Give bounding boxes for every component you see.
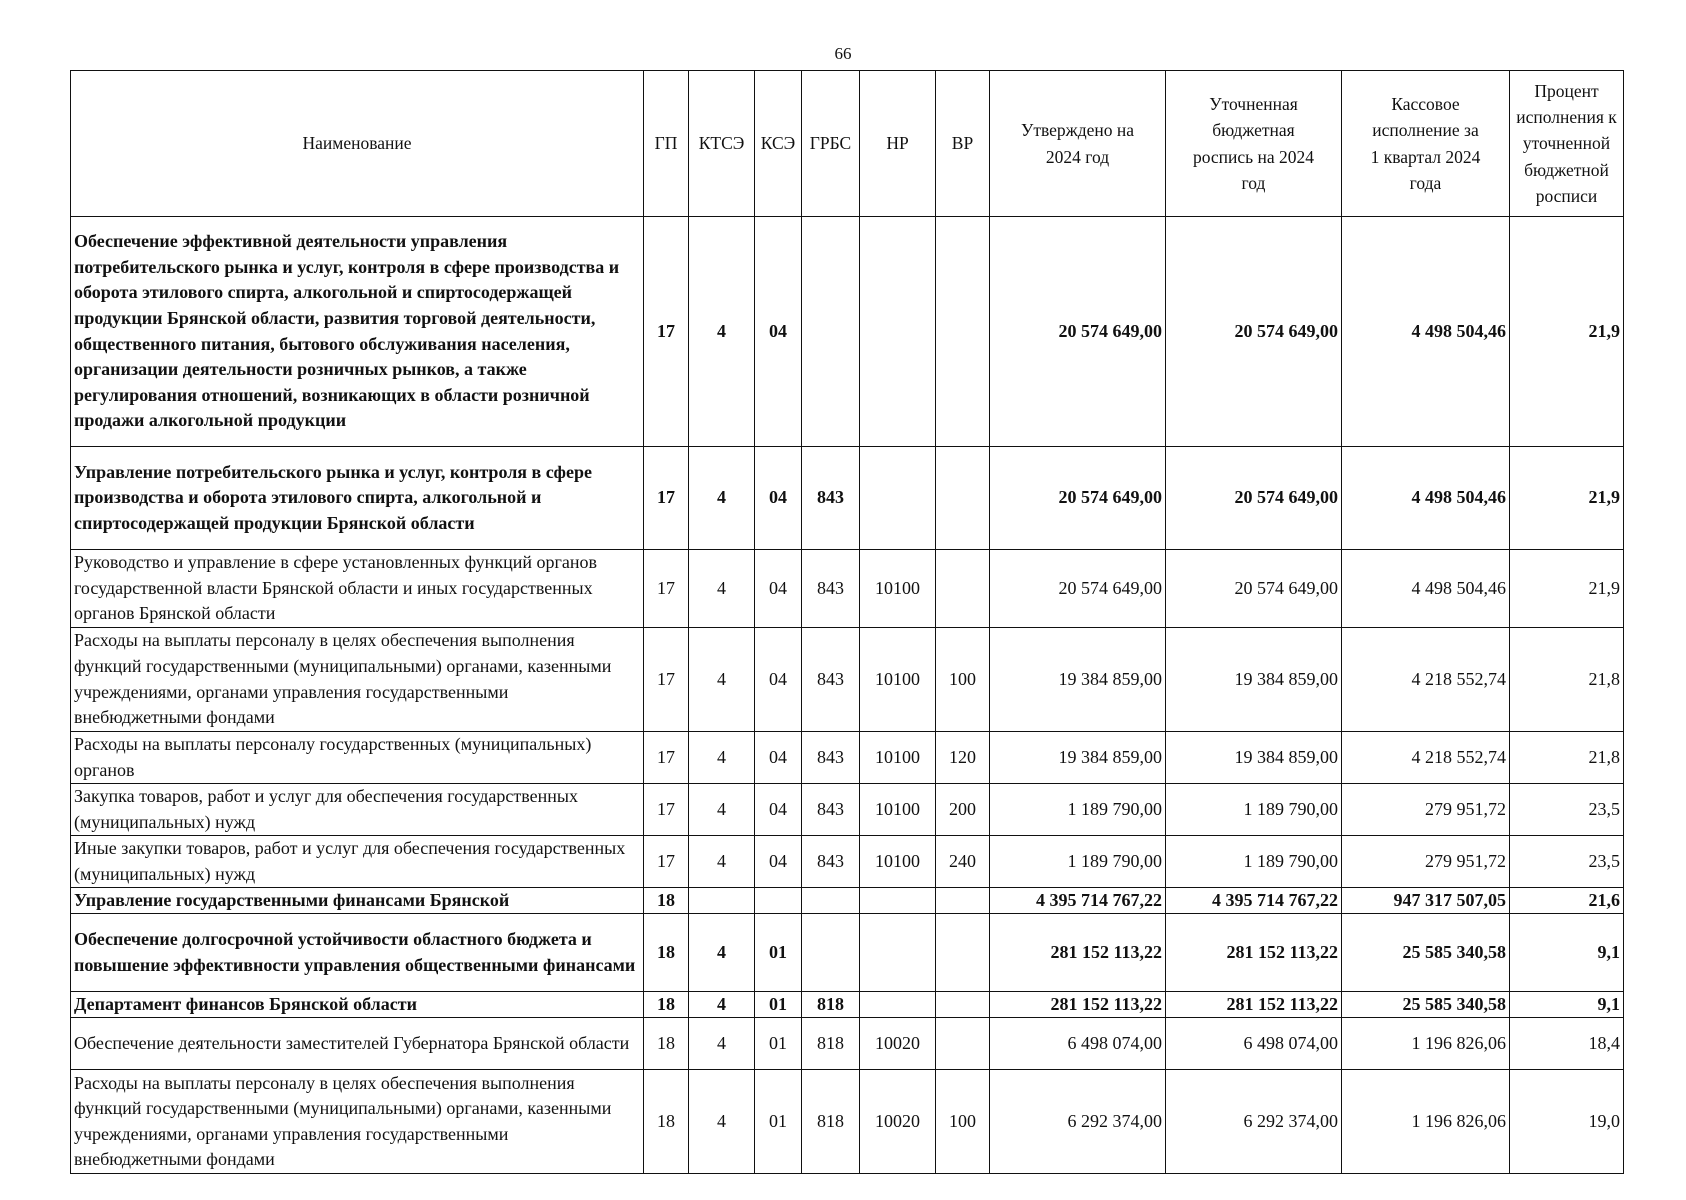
row-ktse: 4 <box>689 836 755 888</box>
row-gp: 17 <box>644 732 689 784</box>
row-approved: 281 152 113,22 <box>990 992 1166 1018</box>
header-cash: Кассовое исполнение за 1 квартал 2024 года <box>1342 71 1510 217</box>
row-kse: 01 <box>755 914 802 992</box>
row-grbs: 843 <box>802 550 860 628</box>
row-ktse: 4 <box>689 447 755 550</box>
row-vr <box>936 1018 990 1070</box>
row-percent: 18,4 <box>1510 1018 1624 1070</box>
row-nr <box>860 447 936 550</box>
row-approved: 1 189 790,00 <box>990 784 1166 836</box>
row-grbs: 843 <box>802 628 860 732</box>
row-name: Руководство и управление в сфере установленных функций органов государственной власти Брянской области и иных государственных органов Брянской области <box>71 550 644 628</box>
row-approved: 281 152 113,22 <box>990 914 1166 992</box>
row-gp: 17 <box>644 628 689 732</box>
row-refined: 6 498 074,00 <box>1166 1018 1342 1070</box>
row-nr: 10100 <box>860 628 936 732</box>
row-name: Расходы на выплаты персоналу в целях обеспечения выполнения функций государственными (муниципальными) органами, казенными учреждениями, органами управления государственными внебюджетными фондами <box>71 1070 644 1174</box>
row-grbs: 843 <box>802 447 860 550</box>
row-ktse <box>689 888 755 914</box>
row-grbs: 843 <box>802 836 860 888</box>
row-percent: 19,0 <box>1510 1070 1624 1174</box>
row-refined: 4 395 714 767,22 <box>1166 888 1342 914</box>
row-cash: 4 498 504,46 <box>1342 217 1510 447</box>
header-gp: ГП <box>644 71 689 217</box>
row-refined: 281 152 113,22 <box>1166 992 1342 1018</box>
row-nr: 10100 <box>860 732 936 784</box>
row-cash: 4 498 504,46 <box>1342 447 1510 550</box>
row-gp: 17 <box>644 784 689 836</box>
table-row <box>71 888 1624 914</box>
row-ktse: 4 <box>689 1070 755 1174</box>
row-gp: 18 <box>644 1070 689 1174</box>
row-vr: 240 <box>936 836 990 888</box>
row-vr <box>936 888 990 914</box>
row-refined: 281 152 113,22 <box>1166 914 1342 992</box>
row-ktse: 4 <box>689 217 755 447</box>
row-name: Иные закупки товаров, работ и услуг для обеспечения государственных (муниципальных) нужд <box>71 836 644 888</box>
row-nr <box>860 888 936 914</box>
row-approved: 20 574 649,00 <box>990 550 1166 628</box>
row-cash: 279 951,72 <box>1342 836 1510 888</box>
row-percent: 23,5 <box>1510 836 1624 888</box>
row-nr: 10100 <box>860 836 936 888</box>
table-row <box>71 836 1624 888</box>
row-kse: 01 <box>755 1018 802 1070</box>
row-vr <box>936 447 990 550</box>
table-header-row <box>71 71 1624 217</box>
row-percent: 9,1 <box>1510 914 1624 992</box>
page-number: 66 <box>834 44 852 63</box>
header-percent: Процент исполнения к уточненной бюджетной росписи <box>1510 71 1624 217</box>
row-refined: 19 384 859,00 <box>1166 732 1342 784</box>
row-grbs: 818 <box>802 992 860 1018</box>
row-ktse: 4 <box>689 550 755 628</box>
row-kse: 04 <box>755 217 802 447</box>
table-row <box>71 447 1624 550</box>
row-vr <box>936 550 990 628</box>
header-vr: ВР <box>936 71 990 217</box>
row-ktse: 4 <box>689 628 755 732</box>
header-approved: Утверждено на 2024 год <box>990 71 1166 217</box>
header-nr: НР <box>860 71 936 217</box>
row-name: Управление государственными финансами Брянской <box>71 888 644 914</box>
row-kse: 01 <box>755 992 802 1018</box>
row-approved: 4 395 714 767,22 <box>990 888 1166 914</box>
row-name: Расходы на выплаты персоналу в целях обеспечения выполнения функций государственными (муниципальными) органами, казенными учреждениями, органами управления государственными внебюджетными фондами <box>71 628 644 732</box>
row-nr <box>860 217 936 447</box>
row-approved: 19 384 859,00 <box>990 628 1166 732</box>
row-kse: 04 <box>755 784 802 836</box>
row-refined: 20 574 649,00 <box>1166 550 1342 628</box>
row-nr <box>860 992 936 1018</box>
row-nr: 10100 <box>860 550 936 628</box>
row-percent: 21,8 <box>1510 628 1624 732</box>
row-refined: 19 384 859,00 <box>1166 628 1342 732</box>
row-gp: 18 <box>644 1018 689 1070</box>
row-name: Обеспечение деятельности заместителей Губернатора Брянской области <box>71 1018 644 1070</box>
row-refined: 1 189 790,00 <box>1166 836 1342 888</box>
row-ktse: 4 <box>689 732 755 784</box>
row-name: Управление потребительского рынка и услуг, контроля в сфере производства и оборота этилового спирта, алкогольной и спиртосодержащей продукции Брянской области <box>71 447 644 550</box>
header-ktse: КТСЭ <box>689 71 755 217</box>
table-row <box>71 1070 1624 1174</box>
row-nr: 10100 <box>860 784 936 836</box>
row-vr <box>936 992 990 1018</box>
row-cash: 279 951,72 <box>1342 784 1510 836</box>
row-cash: 4 218 552,74 <box>1342 628 1510 732</box>
row-kse: 04 <box>755 836 802 888</box>
row-percent: 21,9 <box>1510 217 1624 447</box>
row-kse: 04 <box>755 628 802 732</box>
row-grbs: 818 <box>802 1018 860 1070</box>
row-gp: 17 <box>644 550 689 628</box>
table-row <box>71 1018 1624 1070</box>
table-row <box>71 914 1624 992</box>
row-nr <box>860 914 936 992</box>
table-row <box>71 784 1624 836</box>
row-approved: 1 189 790,00 <box>990 836 1166 888</box>
row-cash: 1 196 826,06 <box>1342 1070 1510 1174</box>
table-row <box>71 550 1624 628</box>
row-name: Обеспечение эффективной деятельности управления потребительского рынка и услуг, контроля в сфере производства и оборота этилового спирта, алкогольной и спиртосодержащей продукции Брянской области, развития торговой деятельности, общественного питания, бытового обслуживания населения, организации деятельности розничных рынков, а также регулирования отношений, возникающих в области розничной продажи алкогольной продукции <box>71 217 644 447</box>
header-name: Наименование <box>71 71 644 217</box>
row-refined: 20 574 649,00 <box>1166 217 1342 447</box>
row-gp: 17 <box>644 447 689 550</box>
row-vr: 200 <box>936 784 990 836</box>
row-refined: 20 574 649,00 <box>1166 447 1342 550</box>
row-vr: 120 <box>936 732 990 784</box>
row-name: Обеспечение долгосрочной устойчивости областного бюджета и повышение эффективности управления общественными финансами <box>71 914 644 992</box>
row-vr: 100 <box>936 1070 990 1174</box>
row-percent: 9,1 <box>1510 992 1624 1018</box>
row-ktse: 4 <box>689 992 755 1018</box>
row-approved: 6 498 074,00 <box>990 1018 1166 1070</box>
header-refined: Уточненная бюджетная роспись на 2024 год <box>1166 71 1342 217</box>
row-grbs <box>802 217 860 447</box>
row-cash: 1 196 826,06 <box>1342 1018 1510 1070</box>
row-grbs <box>802 914 860 992</box>
row-grbs: 818 <box>802 1070 860 1174</box>
row-cash: 4 498 504,46 <box>1342 550 1510 628</box>
header-grbs: ГРБС <box>802 71 860 217</box>
row-gp: 18 <box>644 992 689 1018</box>
row-approved: 20 574 649,00 <box>990 447 1166 550</box>
row-name: Департамент финансов Брянской области <box>71 992 644 1018</box>
row-approved: 20 574 649,00 <box>990 217 1166 447</box>
row-kse: 01 <box>755 1070 802 1174</box>
row-percent: 21,6 <box>1510 888 1624 914</box>
row-kse: 04 <box>755 732 802 784</box>
row-ktse: 4 <box>689 914 755 992</box>
row-cash: 25 585 340,58 <box>1342 914 1510 992</box>
row-cash: 4 218 552,74 <box>1342 732 1510 784</box>
row-gp: 17 <box>644 217 689 447</box>
row-cash: 25 585 340,58 <box>1342 992 1510 1018</box>
row-cash: 947 317 507,05 <box>1342 888 1510 914</box>
row-grbs: 843 <box>802 732 860 784</box>
header-kse: КСЭ <box>755 71 802 217</box>
row-ktse: 4 <box>689 1018 755 1070</box>
row-refined: 6 292 374,00 <box>1166 1070 1342 1174</box>
row-gp: 17 <box>644 836 689 888</box>
row-refined: 1 189 790,00 <box>1166 784 1342 836</box>
row-kse <box>755 888 802 914</box>
row-grbs <box>802 888 860 914</box>
row-name: Закупка товаров, работ и услуг для обеспечения государственных (муниципальных) нужд <box>71 784 644 836</box>
row-vr <box>936 217 990 447</box>
row-nr: 10020 <box>860 1070 936 1174</box>
table-row <box>71 217 1624 447</box>
row-gp: 18 <box>644 888 689 914</box>
row-approved: 6 292 374,00 <box>990 1070 1166 1174</box>
row-percent: 21,8 <box>1510 732 1624 784</box>
row-percent: 23,5 <box>1510 784 1624 836</box>
row-vr: 100 <box>936 628 990 732</box>
budget-table <box>70 70 1624 1174</box>
row-name: Расходы на выплаты персоналу государственных (муниципальных) органов <box>71 732 644 784</box>
row-approved: 19 384 859,00 <box>990 732 1166 784</box>
table-row <box>71 732 1624 784</box>
row-percent: 21,9 <box>1510 447 1624 550</box>
row-vr <box>936 914 990 992</box>
row-nr: 10020 <box>860 1018 936 1070</box>
table-row <box>71 628 1624 732</box>
row-grbs: 843 <box>802 784 860 836</box>
row-gp: 18 <box>644 914 689 992</box>
table-row <box>71 992 1624 1018</box>
row-kse: 04 <box>755 447 802 550</box>
row-percent: 21,9 <box>1510 550 1624 628</box>
row-kse: 04 <box>755 550 802 628</box>
row-ktse: 4 <box>689 784 755 836</box>
